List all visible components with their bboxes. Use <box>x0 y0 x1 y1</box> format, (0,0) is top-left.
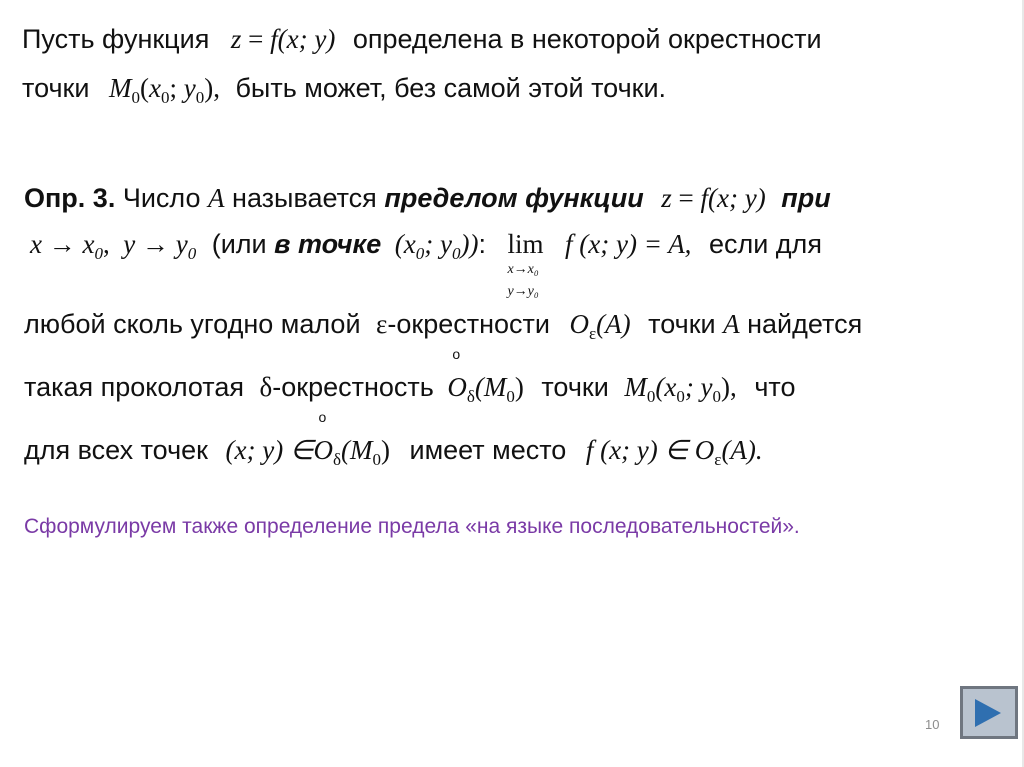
point-x0-y0: ($x_0$; $y_0$)) <box>394 229 479 263</box>
for-all-text: для всех точек <box>24 435 208 465</box>
punctured-text: такая проколотая <box>24 372 244 402</box>
intro-line-2 <box>22 73 667 107</box>
punctured-O-delta-2: o $O_\delta(M_0)$ <box>313 409 390 469</box>
lim-label: lim <box>507 229 544 259</box>
point-text-2: точки <box>541 372 609 402</box>
page-number: 10 <box>925 717 940 732</box>
point-text: точки <box>648 309 716 339</box>
intro-text-d: быть может, без самой этой точки. <box>235 73 667 103</box>
lim-conditions: x→x₀ y→y₀ <box>507 262 539 299</box>
neighborhood-text: -окрестности <box>387 309 550 339</box>
intro-text-a: Пусть функция <box>22 24 210 54</box>
definition-line-5 <box>24 409 763 469</box>
intro-point: $M_0(x_0$; $y_0$), <box>108 73 220 107</box>
in-point-term: в точке <box>274 229 382 259</box>
definition-text-b: называется <box>232 183 377 213</box>
definition-line-1 <box>24 183 831 214</box>
point-xy-in: (x; y) ∈ <box>225 435 314 465</box>
exists-text: найдется <box>747 309 863 339</box>
definition-function: z = f(x; y) <box>661 183 766 213</box>
limit-expression: f (x; y) = A, <box>565 229 692 259</box>
definition-text-a: Число <box>122 183 201 213</box>
follow-up-sentence: Сформулируем также определение предела «на языке последовательностей». <box>24 515 800 538</box>
puncture-ring-icon: o <box>318 409 327 425</box>
or-open: (или <box>211 229 267 259</box>
definition-line-3 <box>24 309 863 343</box>
f-in-O-eps: f (x; y) ∈ $O_\varepsilon(A)$. <box>585 435 763 469</box>
colon: : <box>478 229 486 259</box>
if-for: если для <box>708 229 822 259</box>
O-eps-A: $O_\varepsilon(A)$ <box>569 309 631 343</box>
neighborhood-text-2: -окрестность <box>272 372 434 402</box>
puncture-ring-icon: o <box>452 346 461 362</box>
definition-term-tail: при <box>781 183 831 213</box>
epsilon-symbol: ε <box>376 309 388 339</box>
intro-text-b: определена в некоторой окрестности <box>352 24 822 54</box>
any-small-text: любой сколь угодно малой <box>24 309 361 339</box>
definition-line-4 <box>24 346 796 406</box>
definition-label: Опр. 3. <box>24 183 116 213</box>
play-forward-icon <box>975 699 1001 727</box>
definition-A: A <box>208 183 225 213</box>
intro-text-c: точки <box>22 73 90 103</box>
that-text: что <box>754 372 796 402</box>
comma: , <box>102 229 110 259</box>
point-A: A <box>723 309 740 339</box>
delta-symbol: δ <box>259 372 273 402</box>
next-slide-button[interactable] <box>960 686 1018 739</box>
holds-text: имеет место <box>409 435 567 465</box>
point-M0: $M_0(x_0$; $y_0$), <box>624 372 737 406</box>
definition-line-2 <box>30 229 822 299</box>
punctured-O-delta: o $O_\delta(M_0)$ <box>447 346 524 406</box>
limit-operator <box>507 229 544 299</box>
x-arrow-x0: $x \to x_0$ <box>30 229 103 263</box>
definition-term: пределом функции <box>384 183 644 213</box>
intro-function: z = f(x; y) <box>230 24 336 54</box>
y-arrow-y0: $y \to y_0$ <box>123 229 197 263</box>
intro-line-1 <box>22 24 822 55</box>
